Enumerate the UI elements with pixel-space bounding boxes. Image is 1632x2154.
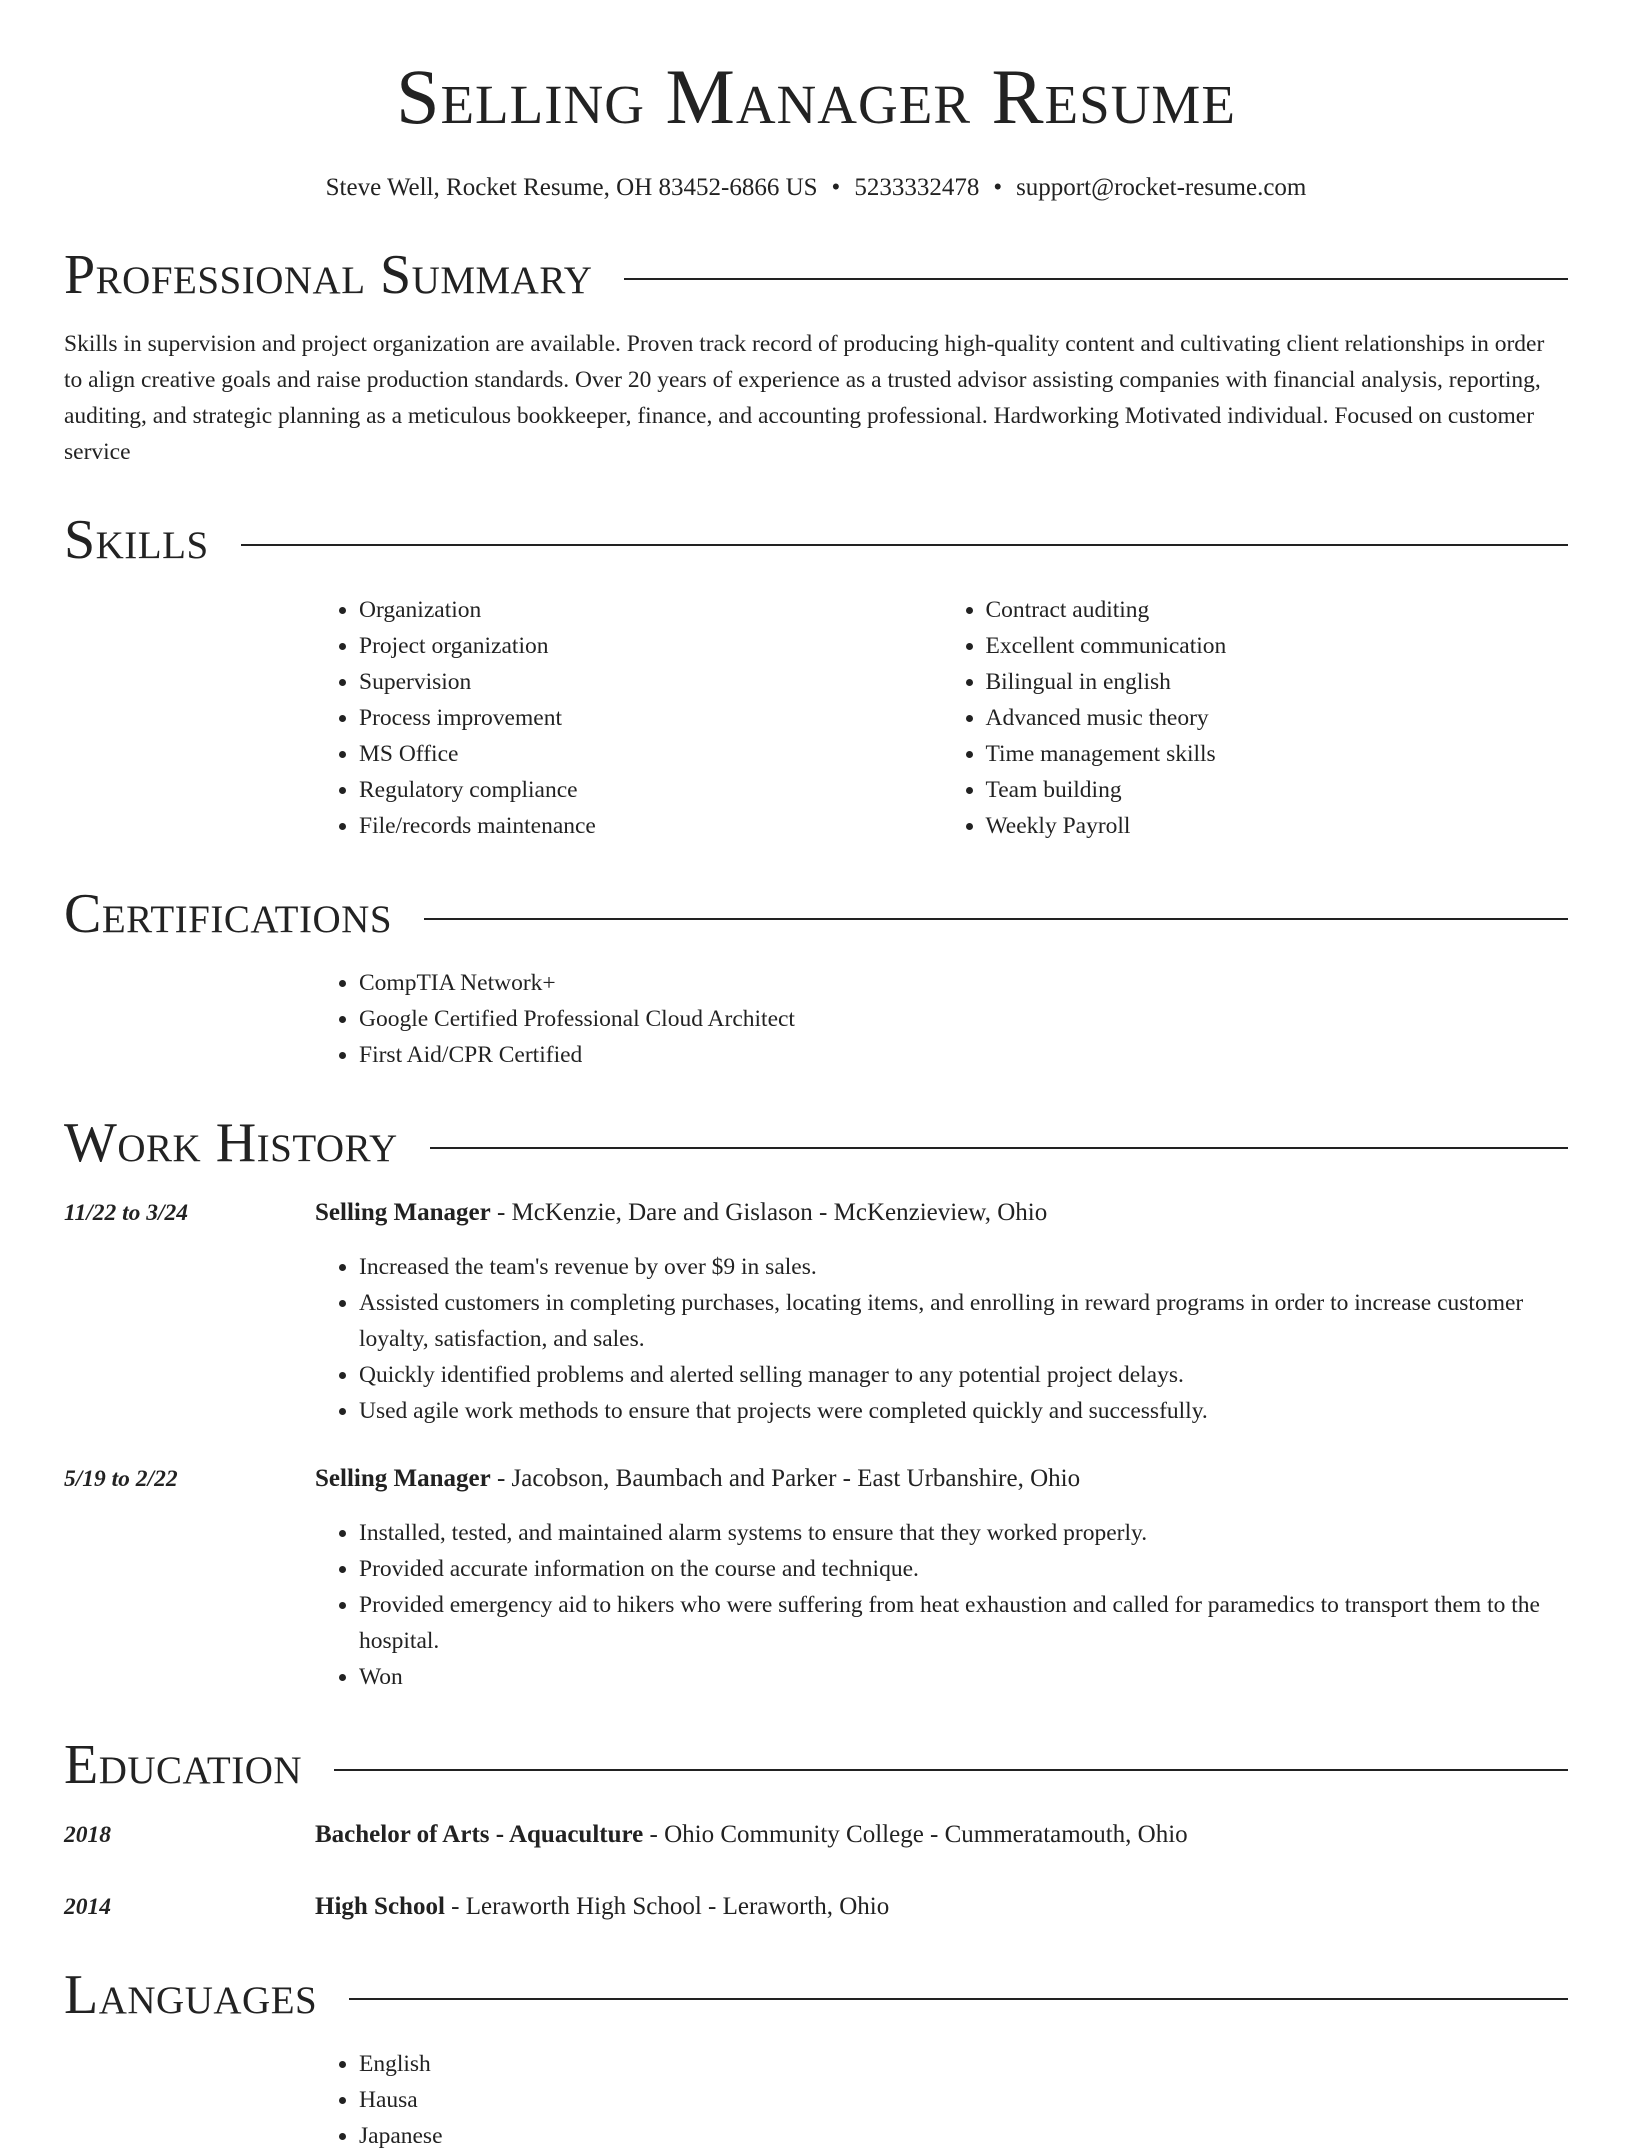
section-divider: [334, 1769, 1568, 1771]
job-heading: [315, 1461, 1568, 1497]
skill-item: • Contract auditing: [986, 592, 1569, 628]
job-bullet: • Installed, tested, and maintained alarm systems to ensure that they worked properly.: [359, 1515, 1568, 1551]
skills-list-right: [942, 592, 1569, 844]
section-divider: [349, 1998, 1568, 2000]
section-divider: [430, 1147, 1568, 1149]
job-dates: 11/22 to 3/24: [64, 1200, 189, 1227]
contact-address: Steve Well, Rocket Resume, OH 83452-6866 US: [325, 173, 818, 201]
job-body: [315, 1461, 1568, 1695]
job-entry: [64, 1195, 1568, 1429]
skills-list-left: [315, 592, 942, 844]
language-item: • Hausa: [359, 2082, 1568, 2118]
education-year: 2018: [64, 1821, 111, 1848]
skill-item: • Project organization: [359, 628, 942, 664]
resume-title: Selling Manager Resume: [396, 53, 1236, 140]
education-details: - Ohio Community College - Cummeratamouth, Ohio: [643, 1820, 1188, 1848]
job-body: [315, 1195, 1568, 1429]
section-divider: [424, 918, 1568, 920]
skill-item: • Bilingual in english: [986, 664, 1569, 700]
job-bullets: [315, 1249, 1568, 1429]
skill-item: • Organization: [359, 592, 942, 628]
skill-item: • File/records maintenance: [359, 808, 942, 844]
skill-item: • Team building: [986, 772, 1569, 808]
summary-section-header: [64, 245, 1568, 307]
section-divider: [624, 278, 1568, 280]
language-item: • English: [359, 2046, 1568, 2082]
education-year: 2014: [64, 1893, 111, 1920]
skill-item: • Process improvement: [359, 700, 942, 736]
job-bullet: • Used agile work methods to ensure that projects were completed quickly and successfully.: [359, 1393, 1568, 1429]
contact-separator: •: [993, 173, 1003, 201]
job-heading: [315, 1195, 1568, 1231]
summary-heading: Professional Summary: [64, 243, 593, 306]
job-bullet: • Won: [359, 1659, 1568, 1695]
job-bullet: • Increased the team's revenue by over $9 in sales.: [359, 1249, 1568, 1285]
education-heading-line: [315, 1889, 889, 1925]
skills-section-header: [64, 510, 1568, 572]
languages-list: [315, 2046, 1568, 2154]
education-heading: Education: [64, 1734, 303, 1797]
language-item: • Japanese: [359, 2118, 1568, 2154]
skill-item: • Advanced music theory: [986, 700, 1569, 736]
work-section-header: [64, 1113, 1568, 1175]
certifications-section-header: [64, 884, 1568, 946]
summary-text: Skills in supervision and project organization are available. Proven track record of producing high-quality content and cultivating client relationships in order to align creative goals and raise production standards. Over 20 years of experience as a trusted advisor assisting companies with financial analysis, reporting, auditing, and strategic planning as a meticulous bookkeeper, finance, and accounting professional. Hardworking Motivated individual. Focused on customer service: [64, 331, 1545, 466]
contact-separator: •: [831, 173, 841, 201]
certifications-heading: Certifications: [64, 882, 393, 945]
education-entry: [64, 1889, 1568, 1925]
job-bullet: • Quickly identified problems and alerted selling manager to any potential project delays.: [359, 1357, 1568, 1393]
section-divider: [241, 544, 1568, 546]
skill-item: • MS Office: [359, 736, 942, 772]
contact-email: support@rocket-resume.com: [1016, 173, 1307, 201]
contact-phone: 5233332478: [854, 173, 980, 201]
job-details: - McKenzie, Dare and Gislason - McKenzieview, Ohio: [490, 1199, 1048, 1227]
certification-item: • CompTIA Network+: [359, 965, 1568, 1001]
languages-section-header: [64, 1965, 1568, 2027]
job-bullet: • Provided emergency aid to hikers who were suffering from heat exhaustion and called for paramedics to transport them to the hospital.: [359, 1587, 1568, 1659]
job-details: - Jacobson, Baumbach and Parker - East Urbanshire, Ohio: [490, 1465, 1081, 1493]
skill-item: • Time management skills: [986, 736, 1569, 772]
skill-item: • Excellent communication: [986, 628, 1569, 664]
skill-item: • Supervision: [359, 664, 942, 700]
job-dates: 5/19 to 2/22: [64, 1466, 178, 1493]
job-entry: [64, 1461, 1568, 1695]
skill-item: • Regulatory compliance: [359, 772, 942, 808]
job-title: Selling Manager: [315, 1199, 491, 1227]
skill-item: • Weekly Payroll: [986, 808, 1569, 844]
work-heading: Work History: [64, 1112, 398, 1175]
certification-item: • Google Certified Professional Cloud Architect: [359, 1001, 1568, 1037]
contact-line: [64, 170, 1568, 205]
certification-item: • First Aid/CPR Certified: [359, 1037, 1568, 1073]
certifications-list: [315, 965, 1568, 1073]
education-degree: Bachelor of Arts - Aquaculture: [315, 1820, 644, 1848]
education-section-header: [64, 1735, 1568, 1797]
education-entry: [64, 1817, 1568, 1853]
job-bullet: • Provided accurate information on the course and technique.: [359, 1551, 1568, 1587]
skills-heading: Skills: [64, 509, 209, 572]
education-details: - Leraworth High School - Leraworth, Ohio: [444, 1892, 890, 1920]
education-degree: High School: [315, 1892, 445, 1920]
skills-grid: [315, 592, 1568, 844]
job-bullets: [315, 1515, 1568, 1695]
job-bullet: • Assisted customers in completing purchases, locating items, and enrolling in reward programs in order to increase customer loyalty, satisfaction, and sales.: [359, 1285, 1568, 1357]
languages-heading: Languages: [64, 1963, 318, 2026]
education-heading-line: [315, 1817, 1188, 1853]
job-title: Selling Manager: [315, 1465, 491, 1493]
